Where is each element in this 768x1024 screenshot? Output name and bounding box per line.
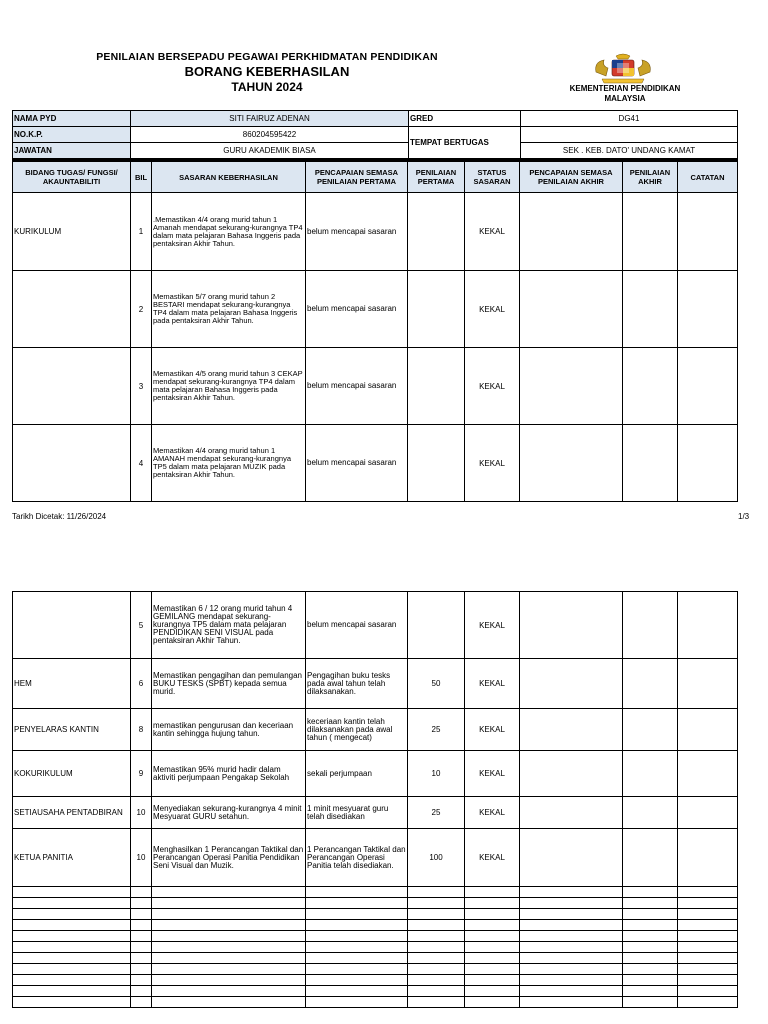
empty-cell: [408, 997, 465, 1008]
empty-cell: [408, 942, 465, 953]
empty-row: [13, 997, 738, 1008]
empty-cell: [306, 887, 408, 898]
empty-cell: [13, 964, 131, 975]
empty-cell: [13, 997, 131, 1008]
print-date: Tarikh Dicetak: 11/26/2024: [12, 512, 107, 521]
cell-bil: 6: [131, 659, 152, 709]
cell-bidang: [13, 592, 131, 659]
empty-cell: [306, 931, 408, 942]
cell-status: KEKAL: [465, 592, 520, 659]
empty-cell: [678, 986, 738, 997]
empty-cell: [408, 909, 465, 920]
table-row: [13, 425, 738, 502]
cell-penilaian-akhir: [623, 751, 678, 797]
personal-info-table: [12, 110, 738, 159]
empty-cell: [131, 909, 152, 920]
cell-catatan: [678, 709, 738, 751]
cell-catatan: [678, 592, 738, 659]
cell-penilaian: [408, 193, 465, 271]
cell-bidang: KOKURIKULUM: [13, 751, 131, 797]
tempat-label: TEMPAT BERTUGAS: [409, 127, 521, 159]
table-row: [13, 271, 738, 348]
col-penilaian-akhir: PENILAIAN AKHIR: [623, 161, 678, 193]
cell-pencapaian-akhir: [520, 592, 623, 659]
cell-bidang: [13, 271, 131, 348]
empty-cell: [152, 942, 306, 953]
cell-pencapaian-akhir: [520, 271, 623, 348]
empty-cell: [408, 986, 465, 997]
cell-catatan: [678, 751, 738, 797]
cell-pencapaian: belum mencapai sasaran: [306, 193, 408, 271]
empty-cell: [623, 975, 678, 986]
empty-cell: [408, 920, 465, 931]
cell-pencapaian-akhir: [520, 829, 623, 887]
cell-pencapaian-akhir: [520, 659, 623, 709]
empty-cell: [623, 964, 678, 975]
empty-cell: [152, 986, 306, 997]
cell-pencapaian-akhir: [520, 797, 623, 829]
empty-row: [13, 942, 738, 953]
empty-cell: [520, 997, 623, 1008]
nama-value: SITI FAIRUZ ADENAN: [131, 111, 409, 127]
ministry-line-1: KEMENTERIAN PENDIDIKAN: [569, 84, 681, 93]
empty-cell: [408, 898, 465, 909]
cell-pencapaian: keceriaan kantin telah dilaksanakan pada awal tahun ( mengecat): [306, 709, 408, 751]
empty-cell: [306, 997, 408, 1008]
empty-cell: [678, 931, 738, 942]
empty-row: [13, 909, 738, 920]
cell-status: KEKAL: [465, 659, 520, 709]
empty-row: [13, 975, 738, 986]
cell-bidang: [13, 348, 131, 425]
empty-cell: [520, 953, 623, 964]
cell-bil: 8: [131, 709, 152, 751]
empty-row: [13, 898, 738, 909]
cell-pencapaian: belum mencapai sasaran: [306, 425, 408, 502]
empty-cell: [520, 975, 623, 986]
cell-sasaran: memastikan pengurusan dan keceriaan kantin sehingga hujung tahun.: [152, 709, 306, 751]
cell-sasaran: Memastikan 4/5 orang murid tahun 3 CEKAP mendapat sekurang-kurangnya TP4 dalam mata pelajaran Bahasa Inggeris pada pentaksiran Akhir Tahun.: [152, 348, 306, 425]
empty-row: [13, 931, 738, 942]
cell-catatan: [678, 425, 738, 502]
cell-bidang: [13, 425, 131, 502]
empty-cell: [520, 920, 623, 931]
cell-penilaian: 50: [408, 659, 465, 709]
empty-cell: [13, 975, 131, 986]
cell-penilaian-akhir: [623, 659, 678, 709]
cell-pencapaian: 1 minit mesyuarat guru telah disediakan: [306, 797, 408, 829]
empty-row: [13, 920, 738, 931]
empty-cell: [306, 953, 408, 964]
empty-cell: [465, 953, 520, 964]
cell-penilaian: 25: [408, 797, 465, 829]
empty-cell: [678, 953, 738, 964]
empty-cell: [13, 942, 131, 953]
empty-cell: [465, 931, 520, 942]
results-table-page2: [12, 591, 738, 1008]
cell-bil: 10: [131, 829, 152, 887]
empty-cell: [131, 997, 152, 1008]
empty-cell: [623, 898, 678, 909]
empty-cell: [131, 986, 152, 997]
nokp-label: NO.K.P.: [13, 127, 131, 143]
nokp-value: 860204595422: [131, 127, 409, 143]
empty-cell: [408, 975, 465, 986]
empty-cell: [623, 942, 678, 953]
empty-cell: [152, 975, 306, 986]
empty-cell: [152, 964, 306, 975]
empty-cell: [131, 942, 152, 953]
jawatan-label: JAWATAN: [13, 143, 131, 159]
ministry-line-2: MALAYSIA: [604, 94, 646, 103]
cell-pencapaian: Pengagihan buku tesks pada awal tahun telah dilaksanakan.: [306, 659, 408, 709]
cell-catatan: [678, 829, 738, 887]
empty-cell: [520, 942, 623, 953]
empty-cell: [465, 898, 520, 909]
empty-cell: [623, 997, 678, 1008]
col-sasaran: SASARAN KEBERHASILAN: [152, 161, 306, 193]
table-row: [13, 829, 738, 887]
empty-cell: [678, 887, 738, 898]
cell-status: KEKAL: [465, 193, 520, 271]
col-catatan: CATATAN: [678, 161, 738, 193]
cell-sasaran: Memastikan 95% murid hadir dalam aktiviti perjumpaan Pengakap Sekolah: [152, 751, 306, 797]
gred-value: DG41: [521, 111, 738, 127]
coat-of-arms-icon: [592, 52, 654, 84]
cell-bidang: PENYELARAS KANTIN: [13, 709, 131, 751]
cell-pencapaian-akhir: [520, 425, 623, 502]
cell-sasaran: Memastikan pengagihan dan pemulangan BUKU TESKS (SPBT) kepada semua murid.: [152, 659, 306, 709]
cell-penilaian: [408, 348, 465, 425]
col-pencapaian-akhir: PENCAPAIAN SEMASA PENILAIAN AKHIR: [520, 161, 623, 193]
empty-rows: [13, 887, 738, 1008]
empty-cell: [520, 931, 623, 942]
empty-cell: [306, 909, 408, 920]
empty-cell: [306, 920, 408, 931]
form-heading: PENILAIAN BERSEPADU PEGAWAI PERKHIDMATAN PENDIDIKAN: [96, 51, 438, 63]
cell-status: KEKAL: [465, 829, 520, 887]
cell-penilaian-akhir: [623, 348, 678, 425]
cell-sasaran: Menghasilkan 1 Perancangan Taktikal dan Perancangan Operasi Panitia Pendidikan Seni Visual dan Muzik.: [152, 829, 306, 887]
empty-cell: [306, 986, 408, 997]
empty-cell: [465, 975, 520, 986]
empty-cell: [131, 931, 152, 942]
empty-cell: [13, 953, 131, 964]
cell-penilaian: 100: [408, 829, 465, 887]
cell-pencapaian: belum mencapai sasaran: [306, 592, 408, 659]
empty-cell: [131, 964, 152, 975]
tempat-spacer: [521, 127, 738, 143]
table-header-row: [13, 161, 738, 193]
tempat-value: SEK . KEB. DATO' UNDANG KAMAT: [521, 143, 738, 159]
col-bidang: BIDANG TUGAS/ FUNGSI/ AKAUNTABILITI: [13, 161, 131, 193]
empty-cell: [678, 898, 738, 909]
cell-catatan: [678, 193, 738, 271]
cell-bil: 4: [131, 425, 152, 502]
jawatan-value: GURU AKADEMIK BIASA: [131, 143, 409, 159]
empty-cell: [520, 986, 623, 997]
cell-status: KEKAL: [465, 348, 520, 425]
empty-cell: [465, 909, 520, 920]
empty-cell: [623, 953, 678, 964]
cell-catatan: [678, 348, 738, 425]
table-row: [13, 797, 738, 829]
table-row: [13, 592, 738, 659]
gred-label: GRED: [409, 111, 521, 127]
cell-penilaian: 10: [408, 751, 465, 797]
cell-pencapaian-akhir: [520, 348, 623, 425]
table-row: [13, 348, 738, 425]
ministry-name: [555, 84, 695, 104]
cell-bidang: KURIKULUM: [13, 193, 131, 271]
page-number: 1/3: [738, 512, 750, 521]
empty-cell: [678, 997, 738, 1008]
empty-cell: [623, 986, 678, 997]
cell-pencapaian-akhir: [520, 193, 623, 271]
empty-cell: [131, 887, 152, 898]
cell-pencapaian: belum mencapai sasaran: [306, 271, 408, 348]
empty-cell: [623, 909, 678, 920]
cell-status: KEKAL: [465, 425, 520, 502]
empty-cell: [13, 986, 131, 997]
cell-pencapaian: sekali perjumpaan: [306, 751, 408, 797]
cell-penilaian: [408, 425, 465, 502]
cell-penilaian-akhir: [623, 829, 678, 887]
empty-cell: [408, 953, 465, 964]
empty-cell: [465, 997, 520, 1008]
empty-cell: [465, 964, 520, 975]
empty-cell: [678, 920, 738, 931]
cell-bil: 10: [131, 797, 152, 829]
cell-pencapaian-akhir: [520, 751, 623, 797]
cell-status: KEKAL: [465, 709, 520, 751]
cell-pencapaian-akhir: [520, 709, 623, 751]
cell-pencapaian: belum mencapai sasaran: [306, 348, 408, 425]
empty-cell: [678, 964, 738, 975]
empty-cell: [623, 920, 678, 931]
empty-row: [13, 953, 738, 964]
cell-sasaran: Memastikan 5/7 orang murid tahun 2 BESTARI mendapat sekurang-kurangnya TP4 dalam mata pelajaran Bahasa Inggeris pada pentaksiran Akhir Tahun.: [152, 271, 306, 348]
empty-cell: [465, 942, 520, 953]
empty-cell: [152, 909, 306, 920]
cell-catatan: [678, 797, 738, 829]
empty-row: [13, 887, 738, 898]
cell-penilaian-akhir: [623, 271, 678, 348]
form-title: BORANG KEBERHASILAN: [184, 64, 350, 79]
empty-cell: [152, 920, 306, 931]
empty-cell: [520, 964, 623, 975]
cell-sasaran: Memastikan 6 / 12 orang murid tahun 4 GEMILANG mendapat sekurang-kurangnya TP5 dalam mata pelajaran PENDIDIKAN SENI VISUAL pada pentaksiran Akhir Tahun.: [152, 592, 306, 659]
cell-bil: 2: [131, 271, 152, 348]
cell-bil: 9: [131, 751, 152, 797]
cell-bidang: HEM: [13, 659, 131, 709]
empty-cell: [306, 975, 408, 986]
cell-penilaian: 25: [408, 709, 465, 751]
empty-cell: [520, 887, 623, 898]
empty-cell: [131, 953, 152, 964]
empty-row: [13, 986, 738, 997]
cell-status: KEKAL: [465, 797, 520, 829]
cell-bidang: SETIAUSAHA PENTADBIRAN: [13, 797, 131, 829]
cell-bil: 5: [131, 592, 152, 659]
cell-penilaian: [408, 271, 465, 348]
table-row: [13, 709, 738, 751]
form-year: TAHUN 2024: [231, 80, 303, 94]
empty-cell: [623, 887, 678, 898]
col-pencapaian-pertama: PENCAPAIAN SEMASA PENILAIAN PERTAMA: [306, 161, 408, 193]
empty-cell: [152, 887, 306, 898]
cell-penilaian-akhir: [623, 709, 678, 751]
cell-pencapaian: 1 Perancangan Taktikal dan Perancangan Operasi Panitia telah disediakan.: [306, 829, 408, 887]
empty-cell: [131, 920, 152, 931]
cell-penilaian-akhir: [623, 592, 678, 659]
empty-cell: [13, 887, 131, 898]
cell-catatan: [678, 659, 738, 709]
empty-cell: [13, 931, 131, 942]
empty-cell: [465, 986, 520, 997]
cell-status: KEKAL: [465, 751, 520, 797]
empty-cell: [13, 898, 131, 909]
empty-cell: [306, 964, 408, 975]
cell-penilaian-akhir: [623, 797, 678, 829]
empty-cell: [678, 942, 738, 953]
col-bil: BIL: [131, 161, 152, 193]
empty-cell: [152, 931, 306, 942]
empty-cell: [306, 898, 408, 909]
cell-bidang: KETUA PANITIA: [13, 829, 131, 887]
empty-cell: [131, 975, 152, 986]
empty-cell: [678, 975, 738, 986]
col-penilaian-pertama: PENILAIAN PERTAMA: [408, 161, 465, 193]
empty-cell: [152, 953, 306, 964]
empty-cell: [408, 964, 465, 975]
empty-row: [13, 964, 738, 975]
results-table-page1: [12, 159, 738, 502]
empty-cell: [465, 887, 520, 898]
nama-label: NAMA PYD: [13, 111, 131, 127]
empty-cell: [13, 909, 131, 920]
cell-penilaian: [408, 592, 465, 659]
empty-cell: [408, 887, 465, 898]
table-row: [13, 659, 738, 709]
empty-cell: [152, 898, 306, 909]
col-status: STATUS SASARAN: [465, 161, 520, 193]
cell-status: KEKAL: [465, 271, 520, 348]
cell-penilaian-akhir: [623, 193, 678, 271]
empty-cell: [465, 920, 520, 931]
empty-cell: [306, 942, 408, 953]
cell-bil: 1: [131, 193, 152, 271]
cell-catatan: [678, 271, 738, 348]
cell-bil: 3: [131, 348, 152, 425]
empty-cell: [520, 909, 623, 920]
cell-sasaran: Memastikan 4/4 orang murid tahun 1 AMANAH mendapat sekurang-kurangnya TP5 dalam mata pelajaran MUZIK pada pentaksiran Akhir Tahun.: [152, 425, 306, 502]
empty-cell: [678, 909, 738, 920]
cell-sasaran: .Memastikan 4/4 orang murid tahun 1 Amanah mendapat sekurang-kurangnya TP4 dalam mata pelajaran Bahasa Inggeris pada pentaksiran Akhir Tahun.: [152, 193, 306, 271]
empty-cell: [13, 920, 131, 931]
empty-cell: [152, 997, 306, 1008]
cell-penilaian-akhir: [623, 425, 678, 502]
table-row: [13, 751, 738, 797]
empty-cell: [131, 898, 152, 909]
table-row: [13, 193, 738, 271]
empty-cell: [520, 898, 623, 909]
cell-sasaran: Menyediakan sekurang-kurangnya 4 minit Mesyuarat GURU setahun.: [152, 797, 306, 829]
empty-cell: [623, 931, 678, 942]
empty-cell: [408, 931, 465, 942]
